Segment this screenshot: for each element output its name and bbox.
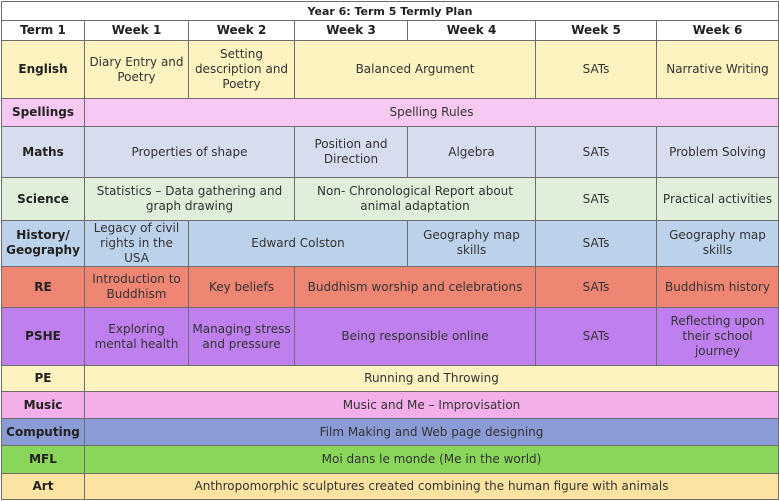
pshe-week-1: Exploring mental health bbox=[85, 308, 189, 365]
pshe-week-3-4: Being responsible online bbox=[295, 308, 536, 365]
history-week-6: Geography map skills bbox=[657, 220, 779, 266]
row-history-geography bbox=[2, 220, 779, 266]
english-week-6: Narrative Writing bbox=[657, 41, 779, 98]
computing-all-weeks: Film Making and Web page designing bbox=[85, 419, 779, 446]
history-week-5: SATs bbox=[536, 220, 657, 266]
subject-history-geography: History/ Geography bbox=[2, 220, 85, 266]
maths-week-1-2: Properties of shape bbox=[85, 126, 295, 177]
row-science bbox=[2, 178, 779, 220]
subject-science: Science bbox=[2, 178, 85, 220]
maths-week-5: SATs bbox=[536, 126, 657, 177]
header-week-2: Week 2 bbox=[189, 21, 295, 41]
pshe-week-5: SATs bbox=[536, 308, 657, 365]
music-all-weeks: Music and Me – Improvisation bbox=[85, 392, 779, 419]
row-pe bbox=[2, 365, 779, 391]
science-week-5: SATs bbox=[536, 178, 657, 220]
pe-all-weeks: Running and Throwing bbox=[85, 365, 779, 391]
subject-art: Art bbox=[2, 473, 85, 499]
science-week-3-4: Non- Chronological Report about animal adaptation bbox=[295, 178, 536, 220]
header-week-6: Week 6 bbox=[657, 21, 779, 41]
spellings-all-weeks: Spelling Rules bbox=[85, 98, 779, 126]
mfl-all-weeks: Moi dans le monde (Me in the world) bbox=[85, 446, 779, 473]
row-re bbox=[2, 267, 779, 308]
art-all-weeks: Anthropomorphic sculptures created combining the human figure with animals bbox=[85, 473, 779, 499]
subject-music: Music bbox=[2, 392, 85, 419]
row-mfl bbox=[2, 446, 779, 473]
subject-spellings: Spellings bbox=[2, 98, 85, 126]
re-week-6: Buddhism history bbox=[657, 267, 779, 308]
subject-maths: Maths bbox=[2, 126, 85, 177]
history-week-1: Legacy of civil rights in the USA bbox=[85, 220, 189, 266]
header-term: Term 1 bbox=[2, 21, 85, 41]
english-week-5: SATs bbox=[536, 41, 657, 98]
subject-english: English bbox=[2, 41, 85, 98]
science-week-6: Practical activities bbox=[657, 178, 779, 220]
row-art bbox=[2, 473, 779, 499]
subject-pe: PE bbox=[2, 365, 85, 391]
header-week-3: Week 3 bbox=[295, 21, 408, 41]
history-week-4: Geography map skills bbox=[408, 220, 536, 266]
re-week-2: Key beliefs bbox=[189, 267, 295, 308]
subject-mfl: MFL bbox=[2, 446, 85, 473]
english-week-1: Diary Entry and Poetry bbox=[85, 41, 189, 98]
header-week-1: Week 1 bbox=[85, 21, 189, 41]
row-pshe bbox=[2, 308, 779, 365]
plan-title: Year 6: Term 5 Termly Plan bbox=[2, 2, 779, 21]
row-maths bbox=[2, 126, 779, 177]
subject-re: RE bbox=[2, 267, 85, 308]
row-computing bbox=[2, 419, 779, 446]
subject-pshe: PSHE bbox=[2, 308, 85, 365]
maths-week-3: Position and Direction bbox=[295, 126, 408, 177]
row-music bbox=[2, 392, 779, 419]
history-week-2-3: Edward Colston bbox=[189, 220, 408, 266]
header-week-4: Week 4 bbox=[408, 21, 536, 41]
re-week-1: Introduction to Buddhism bbox=[85, 267, 189, 308]
maths-week-6: Problem Solving bbox=[657, 126, 779, 177]
row-spellings bbox=[2, 98, 779, 126]
science-week-1-2: Statistics – Data gathering and graph drawing bbox=[85, 178, 295, 220]
pshe-week-2: Managing stress and pressure bbox=[189, 308, 295, 365]
row-english bbox=[2, 41, 779, 98]
english-week-2: Setting description and Poetry bbox=[189, 41, 295, 98]
maths-week-4: Algebra bbox=[408, 126, 536, 177]
header-week-5: Week 5 bbox=[536, 21, 657, 41]
re-week-3-4: Buddhism worship and celebrations bbox=[295, 267, 536, 308]
re-week-5: SATs bbox=[536, 267, 657, 308]
pshe-week-6: Reflecting upon their school journey bbox=[657, 308, 779, 365]
english-week-3-4: Balanced Argument bbox=[295, 41, 536, 98]
termly-plan-table bbox=[1, 1, 779, 500]
subject-computing: Computing bbox=[2, 419, 85, 446]
